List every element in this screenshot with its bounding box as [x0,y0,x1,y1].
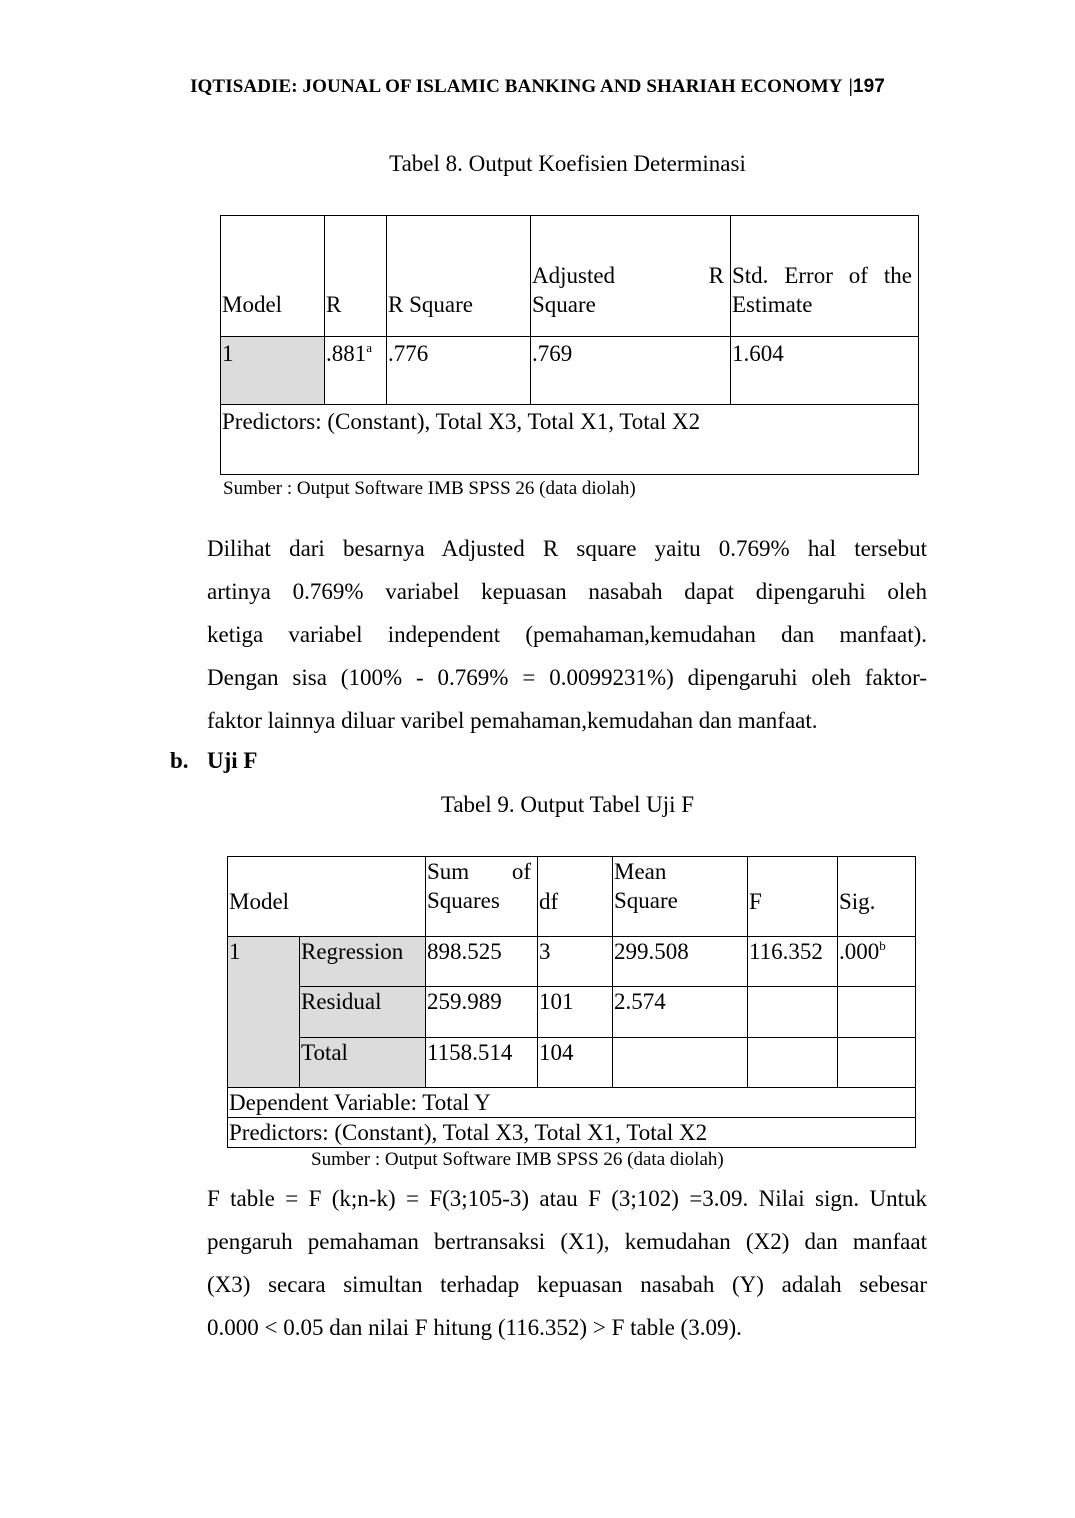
table9-footnote-predictors: Predictors: (Constant), Total X3, Total X1, Total X2 [228,1118,916,1148]
table-row [228,987,916,1038]
table9-cell-sig [838,1038,916,1088]
section-heading-uji-f: b. Uji F [170,748,258,773]
paragraph-f-test: F table = F (k;n-k) = F(3;105-3) atau F (3;102) =3.09. Nilai sign. Untuk pengaruh pemahaman bertransaksi (X1), kemudahan (X2) dan manfaat (X3) secara simultan terhadap kepuasan nasabah (Y) adalah sebesar 0.000 < 0.05 dan nilai F hitung (116.352) > F table (3.09). [207,1186,927,1340]
table9-row-label: Total [300,1038,426,1088]
running-header [0,76,1075,98]
table8-footnote-row [221,405,919,475]
table8-header-row [221,216,919,337]
paragraph-adjusted-r-square: Dilihat dari besarnya Adjusted R square yaitu 0.769% hal tersebut artinya 0.769% variabel kepuasan nasabah dapat dipengaruhi oleh ketiga variabel independent (pemahaman,kemudahan dan manfaat). Dengan sisa (100% - 0.769% = 0.0099231%) dipengaruhi oleh faktor- faktor lainnya diluar varibel pemahaman,kemudahan dan manfaat. [207,536,927,733]
table8-cell-model: 1 [221,337,325,405]
table9-header-df: df [538,857,613,937]
table9-row-label: Regression [300,937,426,987]
table9-cell-f [748,987,838,1038]
table9-cell-ms [613,1038,748,1088]
table8-header-model: Model [221,216,325,337]
table8-cell-adjusted: .769 [531,337,731,405]
table9-cell-sig [838,987,916,1038]
table8-header-r-square: R Square [387,216,531,337]
table9-source: Sumber : Output Software IMB SPSS 26 (data diolah) [311,1149,724,1170]
table8-cell-std-error: 1.604 [731,337,919,405]
page-number: 197 [852,76,885,97]
table8-source: Sumber : Output Software IMB SPSS 26 (data diolah) [223,478,636,499]
table9-cell-ms: 2.574 [613,987,748,1038]
table9-header-mean-square: Mean Square [613,857,748,937]
table-row [228,937,916,987]
table9-cell-f [748,1038,838,1088]
table9-header-sig: Sig. [838,857,916,937]
table9-header-row [228,857,916,937]
table9-caption: Tabel 9. Output Tabel Uji F [440,792,695,817]
table9-footnote-dependent: Dependent Variable: Total Y [228,1088,916,1118]
table9-header-sum-of-squares: Sum of Squares [426,857,538,937]
table9-cell-model: 1 [228,937,300,1088]
table9-header-f: F [748,857,838,937]
table8-cell-r-square: .776 [387,337,531,405]
table9-cell-ss: 898.525 [426,937,538,987]
table8-footnote: Predictors: (Constant), Total X3, Total X1, Total X2 [221,405,919,475]
table9-cell-df: 104 [538,1038,613,1088]
table9-header-model: Model [228,857,426,937]
table8-caption: Tabel 8. Output Koefisien Determinasi [389,151,746,176]
table9-row-label: Residual [300,987,426,1038]
table9-cell-df: 3 [538,937,613,987]
table8-data-row [221,337,919,405]
table9-cell-sig: .000$^b$ [838,937,916,987]
table8 [220,215,919,475]
journal-title: IQTISADIE: JOUNAL OF ISLAMIC BANKING AND SHARIAH ECONOMY [190,76,843,97]
table9 [227,856,916,1148]
table9-cell-ss: 1158.514 [426,1038,538,1088]
table9-cell-df: 101 [538,987,613,1038]
table8-header-r: R [325,216,387,337]
table8-header-adjusted: Adjusted R Square [531,216,731,337]
table-row [228,1038,916,1088]
table8-cell-r: .881$^a$ [325,337,387,405]
table9-cell-ss: 259.989 [426,987,538,1038]
table9-footnote-row [228,1088,916,1118]
table9-cell-ms: 299.508 [613,937,748,987]
table8-header-std-error: Std. Error of the Estimate [731,216,919,337]
table9-cell-f: 116.352 [748,937,838,987]
table9-footnote-row [228,1118,916,1148]
header-separator: | [848,76,853,97]
